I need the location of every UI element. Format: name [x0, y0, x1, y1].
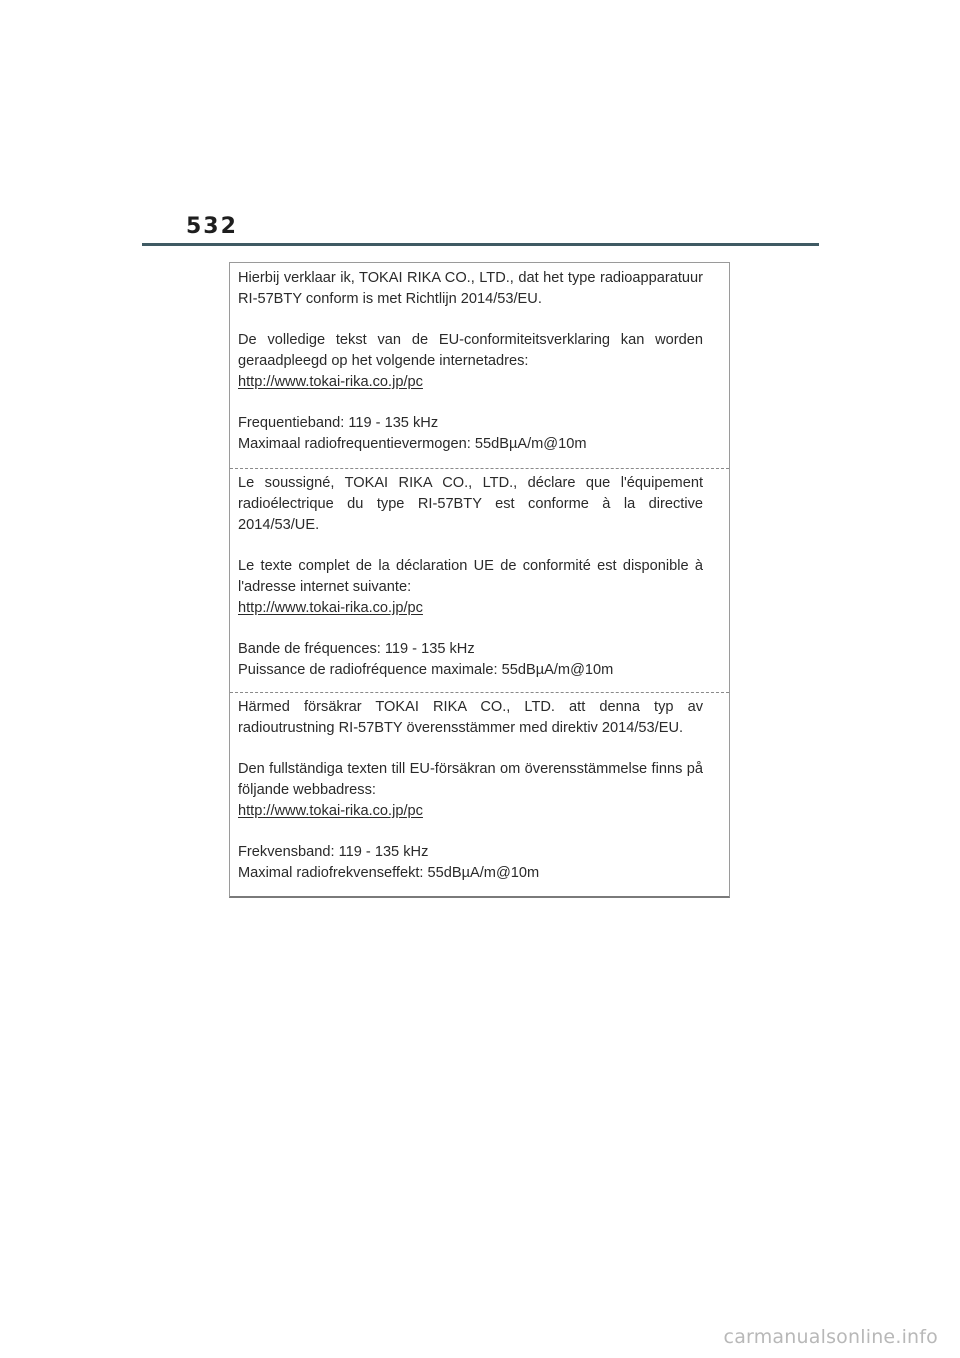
- max-power: Maximaal radiofrequentievermogen: 55dBµA/m@10m: [238, 436, 587, 452]
- declaration-url-link[interactable]: http://www.tokai-rika.co.jp/pc: [238, 374, 423, 390]
- frequency-band: Frequentieband: 119 - 135 kHz: [238, 415, 439, 431]
- declaration-statement: Hierbij verklaar ik, TOKAI RIKA CO., LTD., dat het type radioapparatuur RI-57BTY conform is met Richtlijn 2014/53/EU.: [238, 270, 703, 307]
- header-rule: [142, 243, 819, 246]
- frequency-band: Bande de fréquences: 119 - 135 kHz: [238, 641, 475, 657]
- full-text-intro: Le texte complet de la déclaration UE de conformité est disponible à l'adresse internet suivante:: [238, 558, 703, 595]
- watermark: carmanualsonline.info: [723, 1326, 938, 1348]
- declaration-section-swedish: [230, 692, 729, 897]
- page-number: 532: [186, 214, 238, 239]
- declaration-section-dutch: [230, 266, 729, 471]
- declaration-url-link[interactable]: http://www.tokai-rika.co.jp/pc: [238, 803, 423, 819]
- declaration-statement: Härmed försäkrar TOKAI RIKA CO., LTD. att denna typ av radioutrustning RI-57BTY överensstämmer med direktiv 2014/53/EU.: [238, 699, 703, 736]
- declaration-section-french: [230, 468, 729, 693]
- full-text-intro: De volledige tekst van de EU-conformiteitsverklaring kan worden geraadpleegd op het volgende internetadres:: [238, 332, 703, 369]
- declaration-url-link[interactable]: http://www.tokai-rika.co.jp/pc: [238, 600, 423, 616]
- declaration-statement: Le soussigné, TOKAI RIKA CO., LTD., déclare que l'équipement radioélectrique du type RI-57BTY est conforme à la directive 2014/53/UE.: [238, 475, 703, 533]
- max-power: Puissance de radiofréquence maximale: 55dBµA/m@10m: [238, 662, 614, 678]
- declaration-box: [229, 262, 730, 898]
- max-power: Maximal radiofrekvenseffekt: 55dBµA/m@10m: [238, 865, 540, 881]
- frequency-band: Frekvensband: 119 - 135 kHz: [238, 844, 429, 860]
- full-text-intro: Den fullständiga texten till EU-försäkran om överensstämmelse finns på följande webbadress:: [238, 761, 703, 798]
